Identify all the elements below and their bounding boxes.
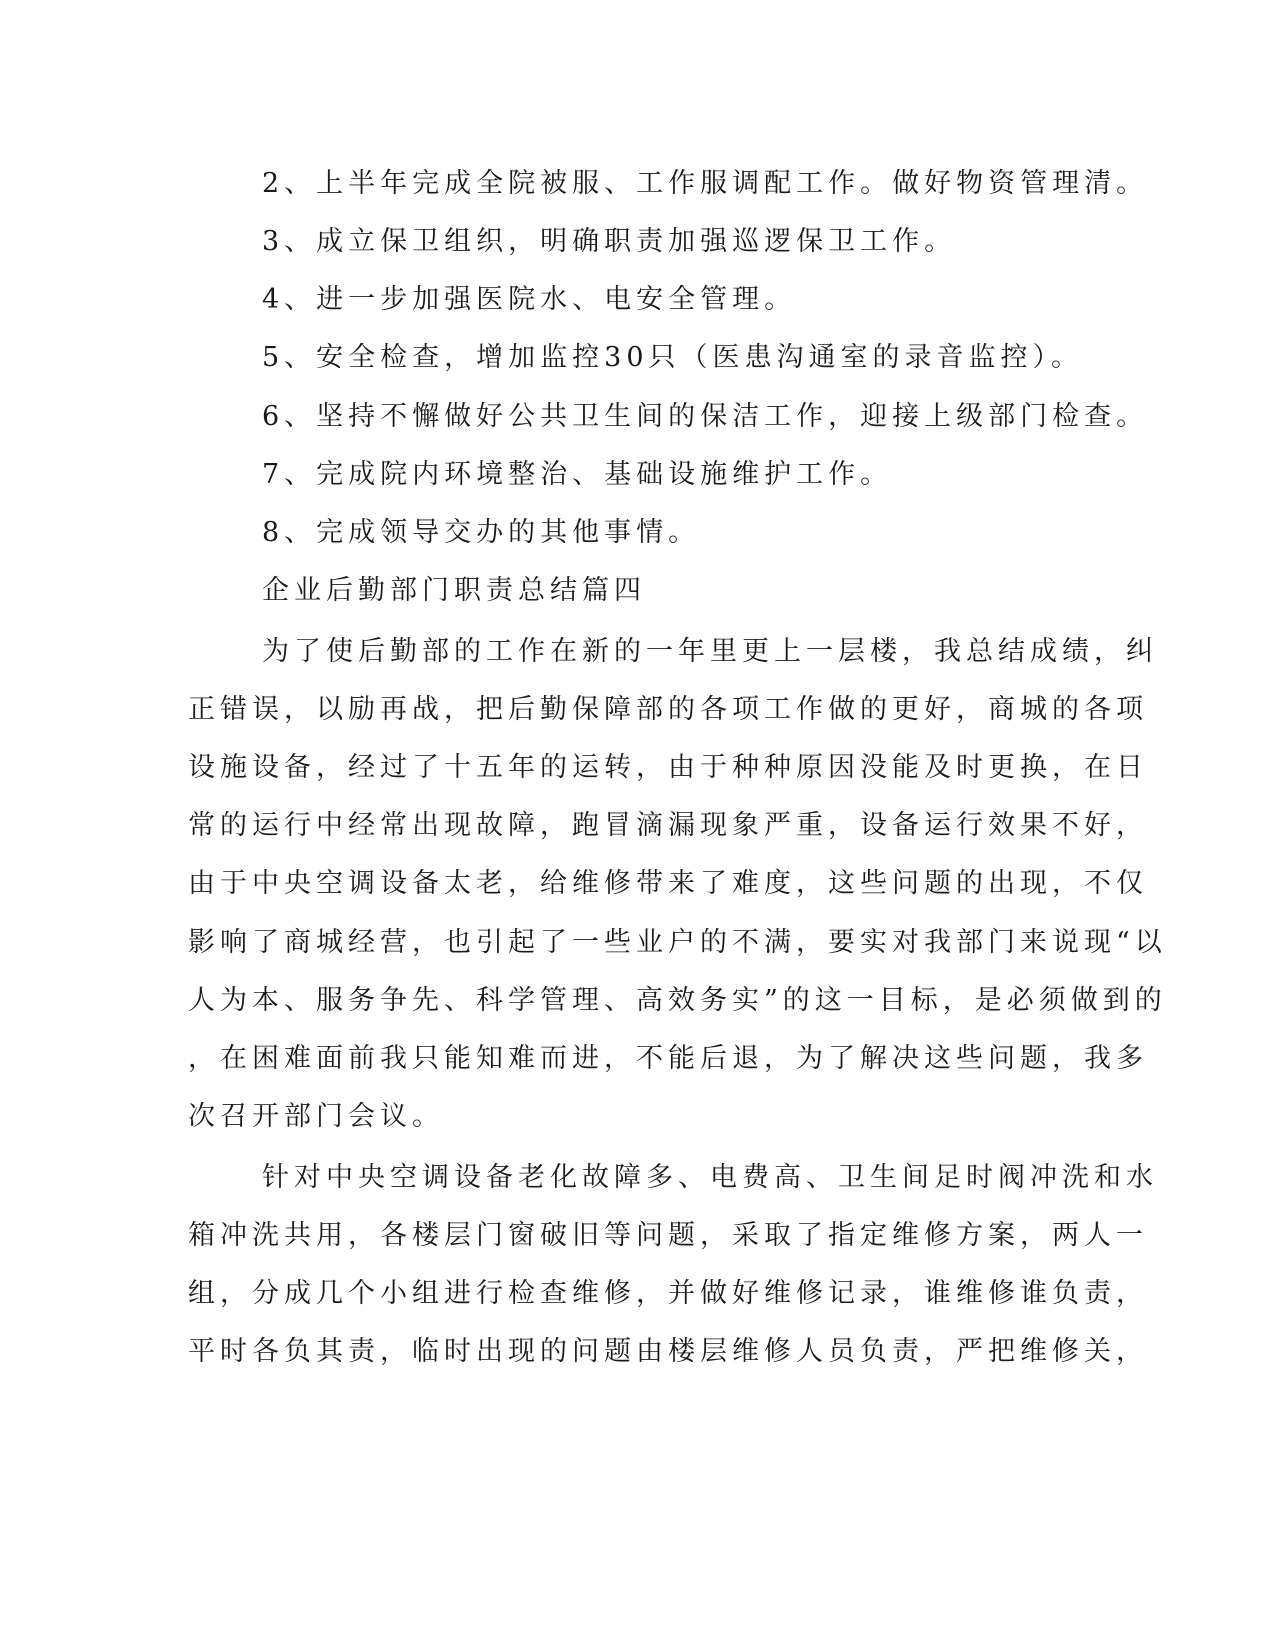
list-item: 5、安全检查，增加监控30只（医患沟通室的录音监控）。 xyxy=(262,342,1084,373)
section-title: 企业后勤部门职责总结篇四 xyxy=(262,575,646,606)
paragraph-line: 正错误，以励再战，把后勤保障部的各项工作做的更好，商城的各项 xyxy=(188,694,1148,725)
paragraph-line: 为了使后勤部的工作在新的一年里更上一层楼，我总结成绩，纠 xyxy=(262,636,1158,667)
paragraph-line: 设施设备，经过了十五年的运转，由于种种原因没能及时更换，在日 xyxy=(188,752,1148,783)
list-item: 6、坚持不懈做好公共卫生间的保洁工作，迎接上级部门检查。 xyxy=(262,401,1149,432)
list-item: 4、进一步加强医院水、电安全管理。 xyxy=(262,284,797,315)
list-item: 3、成立保卫组织，明确职责加强巡逻保卫工作。 xyxy=(262,226,957,257)
paragraph-line: 平时各负其责，临时出现的问题由楼层维修人员负责，严把维修关， xyxy=(188,1336,1148,1367)
paragraph-line: 组，分成几个小组进行检查维修，并做好维修记录，谁维修谁负责， xyxy=(188,1278,1148,1309)
list-item: 2、上半年完成全院被服、工作服调配工作。做好物资管理清。 xyxy=(262,168,1149,199)
list-item: 8、完成领导交办的其他事情。 xyxy=(262,517,701,548)
paragraph-line: 影响了商城经营，也引起了一些业户的不满，要实对我部门来说现“以 xyxy=(188,927,1167,958)
paragraph-line: ，在困难面前我只能知难而进，不能后退，为了解决这些问题，我多 xyxy=(188,1043,1148,1074)
list-item: 7、完成院内环境整治、基础设施维护工作。 xyxy=(262,459,893,490)
paragraph-line: 针对中央空调设备老化故障多、电费高、卫生间足时阀冲洗和水 xyxy=(262,1162,1158,1193)
paragraph-line: 次召开部门会议。 xyxy=(188,1101,444,1132)
paragraph-line: 人为本、服务争先、科学管理、高效务实”的这一目标，是必须做到的 xyxy=(188,985,1167,1016)
paragraph-line: 由于中央空调设备太老，给维修带来了难度，这些问题的出现，不仅 xyxy=(188,868,1148,899)
paragraph-line: 箱冲洗共用，各楼层门窗破旧等问题，采取了指定维修方案，两人一 xyxy=(188,1220,1148,1251)
paragraph-line: 常的运行中经常出现故障，跑冒滴漏现象严重，设备运行效果不好， xyxy=(188,810,1148,841)
